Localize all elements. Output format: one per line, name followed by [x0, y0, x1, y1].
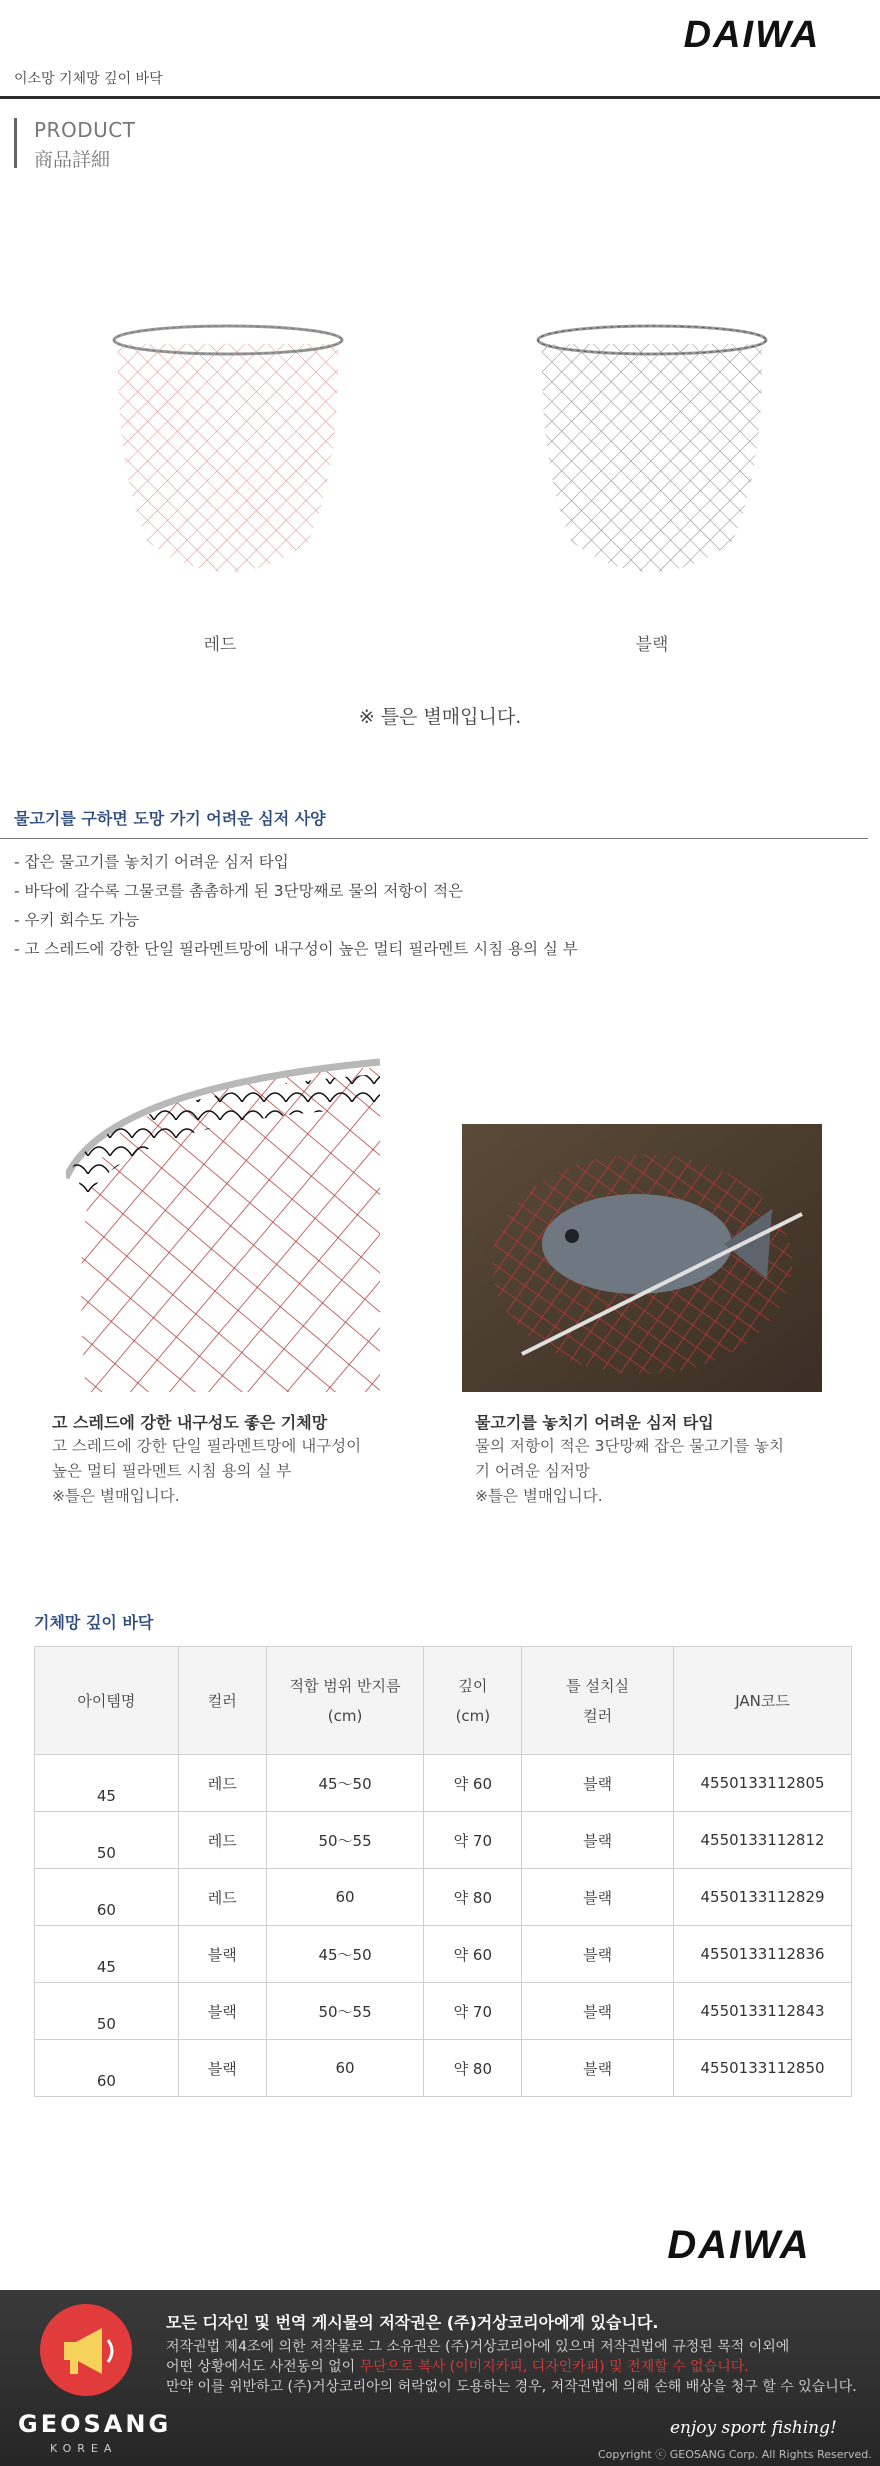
header-depth: 깊이 (cm)	[424, 1647, 522, 1755]
cell-color: 블랙	[178, 1983, 266, 2040]
footer-copyright: Copyright ⓒ GEOSANG Corp. All Rights Reserved.	[598, 2448, 872, 2461]
cell-jan: 4550133112805	[674, 1755, 852, 1812]
cell-depth: 약 70	[424, 1983, 522, 2040]
cell-depth: 약 80	[424, 1869, 522, 1926]
detail-left-title: 고 스레드에 강한 내구성도 좋은 기체망	[52, 1413, 328, 1432]
cell-item: 60	[35, 1869, 179, 1926]
spec-header-row	[35, 1647, 852, 1755]
header-divider	[0, 96, 880, 99]
cell-item: 45	[35, 1755, 179, 1812]
cell-item: 50	[35, 1983, 179, 2040]
cell-radius: 50～55	[266, 1983, 424, 2040]
cell-frame: 블랙	[522, 1869, 674, 1926]
cell-frame: 블랙	[522, 1983, 674, 2040]
table-row	[35, 1926, 852, 1983]
detail-line: 고 스레드에 강한 단일 필라멘트망에 내구성이	[52, 1437, 362, 1455]
table-row	[35, 1812, 852, 1869]
cell-jan: 4550133112843	[674, 1983, 852, 2040]
feature-title: 물고기를 구하면 도망 가기 어려운 심저 사양	[14, 809, 326, 828]
cell-radius: 45～50	[266, 1755, 424, 1812]
table-row	[35, 1983, 852, 2040]
frame-sold-separately-note: ※ 틀은 별매입니다.	[358, 706, 522, 728]
feature-item: - 고 스레드에 강한 단일 필라멘트망에 내구성이 높은 멀티 필라멘트 시침 용의 실 부	[14, 940, 578, 958]
cell-frame: 블랙	[522, 1812, 674, 1869]
table-row	[35, 1869, 852, 1926]
geosang-logo-sub: KOREA	[50, 2442, 118, 2455]
footer-line: 만약 이를 위반하고 (주)거상코리아의 허락없이 도용하는 경우, 저작권법에 의해 손해 배상을 청구 할 수 있습니다.	[166, 2379, 857, 2395]
detail-left-text	[52, 1434, 412, 1509]
cell-depth: 약 60	[424, 1755, 522, 1812]
footer-heading: 모든 디자인 및 번역 게시물의 저작권은 (주)거상코리아에게 있습니다.	[166, 2313, 659, 2332]
table-row	[35, 1755, 852, 1812]
cell-jan: 4550133112850	[674, 2040, 852, 2097]
cell-frame: 블랙	[522, 1926, 674, 1983]
geosang-logo[interactable]: GEOSANG	[18, 2410, 172, 2438]
detail-right-title: 물고기를 놓치기 어려운 심저 타입	[475, 1413, 714, 1432]
cell-frame: 블랙	[522, 1755, 674, 1812]
detail-line: 기 어려운 심저망	[475, 1462, 590, 1480]
cell-item: 50	[35, 1812, 179, 1869]
cell-jan: 4550133112829	[674, 1869, 852, 1926]
cell-color: 레드	[178, 1812, 266, 1869]
footer-warning: 무단으로 복사 (이미지카피, 디자인카피) 및 전재할 수 없습니다.	[359, 2359, 749, 2375]
cell-jan: 4550133112812	[674, 1812, 852, 1869]
red-net-image	[108, 322, 348, 592]
net-closeup-image	[66, 1048, 380, 1392]
footer-line: 어떤 상황에서도 사전동의 없이 무단으로 복사 (이미지카피, 디자인카피) 및 전재할 수 없습니다.	[166, 2359, 749, 2375]
cell-depth: 약 60	[424, 1926, 522, 1983]
cell-jan: 4550133112836	[674, 1926, 852, 1983]
cell-item: 60	[35, 2040, 179, 2097]
detail-line: ※틀은 별매입니다.	[475, 1487, 603, 1505]
cell-radius: 60	[266, 2040, 424, 2097]
fish-in-net-photo	[462, 1124, 822, 1392]
header-color: 컬러	[178, 1647, 266, 1755]
cell-radius: 45～50	[266, 1926, 424, 1983]
cell-frame: 블랙	[522, 2040, 674, 2097]
cell-depth: 약 80	[424, 2040, 522, 2097]
header-jan: JAN코드	[674, 1647, 852, 1755]
section-title-cn: 商品詳細	[34, 149, 111, 171]
header-item: 아이템명	[35, 1647, 179, 1755]
breadcrumb: 이소망 기체망 깊이 바닥	[14, 71, 163, 87]
daiwa-logo-top[interactable]	[636, 14, 868, 54]
footer-line: 저작권법 제4조에 의한 저작물로 그 소유권은 (주)거상코리아에 있으며 저작권법에 규정된 목적 이외에	[166, 2339, 790, 2355]
spec-table	[34, 1646, 852, 2097]
cell-radius: 50～55	[266, 1812, 424, 1869]
svg-text:DAIWA: DAIWA	[683, 14, 821, 54]
cell-depth: 약 70	[424, 1812, 522, 1869]
megaphone-icon	[36, 2300, 136, 2400]
cell-color: 블랙	[178, 1926, 266, 1983]
spec-table-title: 기체망 깊이 바닥	[34, 1613, 154, 1632]
header-frame-color: 틀 설치실 컬러	[522, 1647, 674, 1755]
detail-line: 물의 저항이 적은 3단망째 잡은 물고기를 놓치	[475, 1437, 784, 1455]
svg-text:DAIWA: DAIWA	[667, 2223, 811, 2266]
table-row	[35, 2040, 852, 2097]
cell-item: 45	[35, 1926, 179, 1983]
detail-right-text	[475, 1434, 821, 1509]
feature-item: - 바닥에 갈수록 그물코를 촘촘하게 된 3단망째로 물의 저항이 적은	[14, 882, 464, 900]
detail-line: ※틀은 별매입니다.	[52, 1487, 180, 1505]
section-accent-bar	[14, 118, 17, 168]
feature-item: - 잡은 물고기를 놓치기 어려운 심저 타입	[14, 853, 289, 871]
header-radius: 적합 범위 반지름 (cm)	[266, 1647, 424, 1755]
daiwa-logo-bottom[interactable]	[620, 2222, 858, 2266]
black-caption: 블랙	[635, 635, 669, 655]
feature-item: - 우키 회수도 가능	[14, 911, 140, 929]
footer-slogan: enjoy sport fishing!	[670, 2418, 837, 2438]
feature-divider	[0, 838, 868, 839]
cell-color: 레드	[178, 1755, 266, 1812]
feature-list	[14, 848, 578, 964]
cell-color: 레드	[178, 1869, 266, 1926]
cell-color: 블랙	[178, 2040, 266, 2097]
black-net-image	[532, 322, 772, 592]
red-caption: 레드	[203, 635, 237, 655]
detail-line: 높은 멀티 필라멘트 시침 용의 실 부	[52, 1462, 292, 1480]
section-title-en: PRODUCT	[34, 118, 136, 142]
cell-radius: 60	[266, 1869, 424, 1926]
